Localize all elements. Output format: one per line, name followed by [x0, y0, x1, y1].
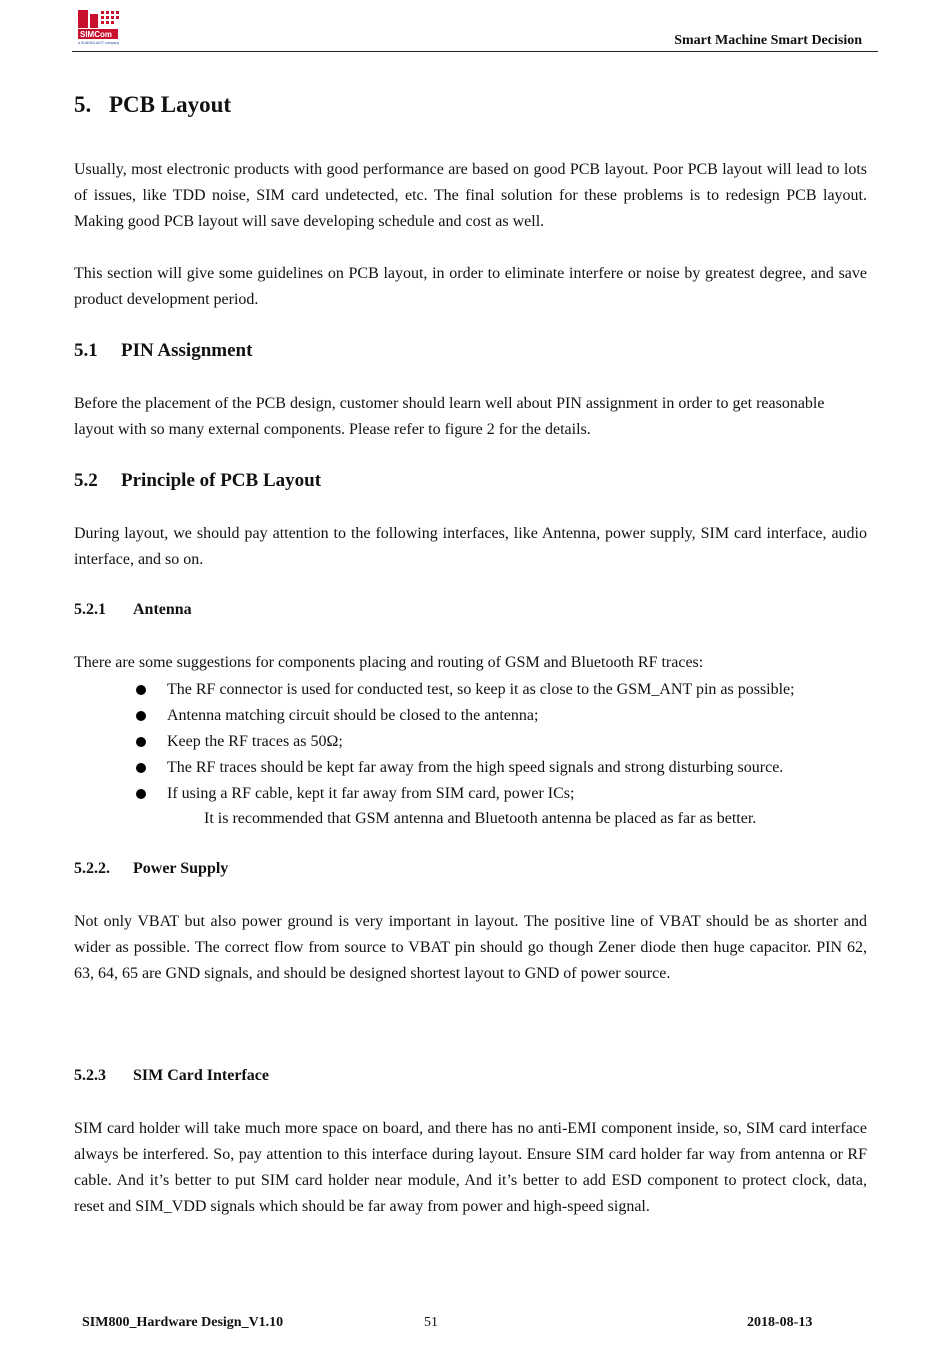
subsection-heading-5-1	[74, 340, 252, 362]
subsection-heading-5-2	[74, 470, 321, 492]
list-item-text: The RF traces should be kept far away from the high speed signals and strong disturbing source.	[167, 759, 784, 776]
bullet-dot-icon	[136, 763, 146, 773]
list-item	[134, 781, 795, 807]
sim-card-paragraph: SIM card holder will take much more space on board, and there has no anti-EMI component inside, so, SIM card interface always be interfered. So, pay attention to this interface during layout. Ensure SIM card holder far way from antenna or RF cable. And it’s better to put SIM card holder near module, And it’s better to add ESD component to protect clock, data, reset and SIM_VDD signals which should be far away from power and high-speed signal.	[74, 1120, 867, 1215]
subsubsection-heading-antenna	[74, 601, 192, 619]
pin-assignment-paragraph: Before the placement of the PCB design, customer should learn well about PIN assignment in order to get reasonable layout with so many external components. Please refer to figure 2 for the details.	[74, 395, 825, 438]
antenna-bullet-list	[134, 677, 795, 807]
footer-date: 2018-08-13	[747, 1315, 813, 1330]
section-title: PCB Layout	[109, 92, 232, 117]
antenna-note: It is recommended that GSM antenna and Bluetooth antenna be placed as far as better.	[204, 810, 757, 827]
bullet-dot-icon	[136, 711, 146, 721]
subsubsection-title: Power Supply	[133, 860, 229, 877]
subsection-number: 5.1	[74, 340, 98, 361]
subsubsection-number: 5.2.1	[74, 601, 106, 618]
header-tagline: Smart Machine Smart Decision	[674, 33, 862, 48]
list-item	[134, 677, 795, 703]
simcom-logo	[76, 8, 124, 46]
subsubsection-title: SIM Card Interface	[133, 1067, 269, 1084]
bullet-dot-icon	[136, 737, 146, 747]
list-item	[134, 755, 795, 781]
svg-text:SIMCom: SIMCom	[80, 30, 112, 39]
list-item-text: Antenna matching circuit should be closed to the antenna;	[167, 707, 539, 724]
antenna-intro: There are some suggestions for components placing and routing of GSM and Bluetooth RF traces:	[74, 654, 704, 671]
footer-document-name: SIM800_Hardware Design_V1.10	[82, 1315, 284, 1330]
list-item-text: Keep the RF traces as 50Ω;	[167, 733, 343, 750]
subsubsection-number: 5.2.3	[74, 1067, 106, 1084]
subsection-title: Principle of PCB Layout	[121, 470, 322, 491]
list-item-text: The RF connector is used for conducted test, so keep it as close to the GSM_ANT pin as possible;	[167, 681, 795, 698]
subsubsection-heading-power-supply	[74, 860, 228, 878]
list-item	[134, 703, 795, 729]
power-supply-paragraph: Not only VBAT but also power ground is very important in layout. The positive line of VBAT should be as shorter and wider as possible. The correct flow from source to VBAT pin should go though Zener diode then huge capacitor. PIN 62, 63, 64, 65 are GND signals, and should be designed shortest layout to GND of power source.	[74, 913, 867, 982]
subsubsection-heading-sim-card	[74, 1067, 269, 1085]
intro-paragraph-2: This section will give some guidelines on PCB layout, in order to eliminate interfere or noise by greatest degree, and save product development period.	[74, 265, 867, 308]
section-heading	[74, 92, 231, 118]
subsection-title: PIN Assignment	[121, 340, 253, 361]
header-divider	[72, 51, 878, 52]
subsubsection-title: Antenna	[133, 601, 192, 618]
layout-principle-paragraph: During layout, we should pay attention to the following interfaces, like Antenna, power supply, SIM card interface, audio interface, and so on.	[74, 525, 867, 568]
subsubsection-number: 5.2.2.	[74, 860, 110, 877]
section-number: 5.	[74, 92, 92, 117]
intro-paragraph-1: Usually, most electronic products with good performance are based on good PCB layout. Poor PCB layout will lead to lots of issues, like TDD noise, SIM card undetected, etc. The final solution for these problems is to redesign PCB layout. Making good PCB layout will save developing schedule and cost as well.	[74, 161, 867, 230]
svg-text:a SUNSEA AIOT company: a SUNSEA AIOT company	[78, 41, 120, 45]
list-item	[134, 729, 795, 755]
bullet-dot-icon	[136, 789, 146, 799]
bullet-dot-icon	[136, 685, 146, 695]
list-item-text: If using a RF cable, kept it far away from SIM card, power ICs;	[167, 785, 575, 802]
subsection-number: 5.2	[74, 470, 98, 491]
footer-page-number: 51	[424, 1315, 438, 1330]
